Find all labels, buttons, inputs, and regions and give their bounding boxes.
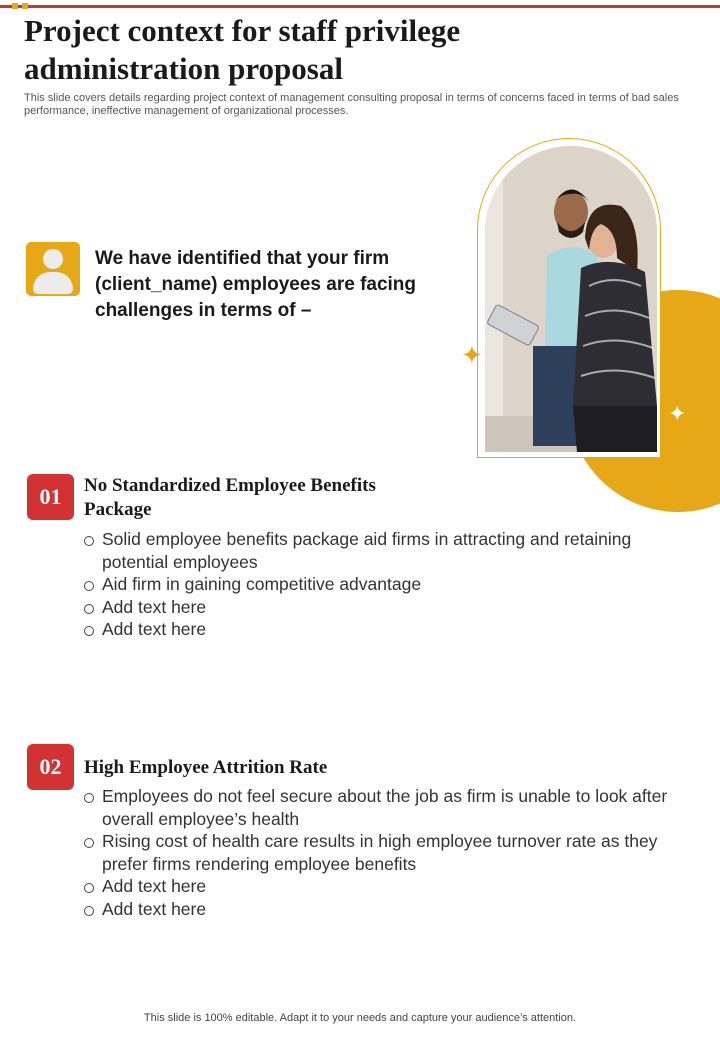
bullet-text: Employees do not feel secure about the job as firm is unable to look after overall employee’s health — [102, 786, 668, 829]
page-title: Project context for staff privilege administration proposal — [24, 13, 461, 86]
section-title: No Standardized Employee Benefits Package — [84, 475, 376, 520]
sparkle-icon: ✦ — [668, 401, 687, 426]
list-item — [84, 785, 684, 830]
bullet-text: Rising cost of health care results in high employee turnover rate as they prefer firms rendering employee benefits — [102, 831, 658, 874]
list-item — [84, 596, 684, 619]
circle-bullet-icon — [84, 626, 94, 636]
bullet-text: Add text here — [102, 596, 207, 617]
list-item — [84, 573, 684, 596]
footer-note: This slide is 100% editable. Adapt it to your needs and capture your audience’s attention. — [143, 1012, 577, 1024]
user-icon-head — [43, 249, 63, 269]
bullet-text: Add text here — [102, 619, 207, 639]
circle-bullet-icon — [84, 883, 94, 893]
circle-bullet-icon — [84, 581, 94, 591]
circle-bullet-icon — [84, 793, 94, 803]
people-photo — [485, 146, 657, 452]
list-item — [84, 830, 684, 875]
section-bullet-list — [84, 528, 684, 641]
section-number-badge: 01 — [27, 474, 74, 520]
list-item — [84, 875, 684, 898]
sparkle-icon: ✦ — [461, 340, 483, 370]
intro-statement: We have identified that your firm (client_name) employees are facing challenges in terms of – — [95, 248, 417, 321]
page-subtitle: This slide covers details regarding project context of management consulting proposal in terms of concerns faced in terms of bad sales performance, ineffective management of organizational processes. — [24, 92, 679, 117]
user-icon — [26, 242, 80, 296]
list-item — [84, 618, 684, 641]
top-accent-square — [12, 3, 18, 9]
list-item — [84, 528, 684, 573]
user-icon-body — [33, 272, 73, 294]
bullet-text: Solid employee benefits package aid firms in attracting and retaining potential employees — [102, 529, 632, 572]
people-photo-illustration — [485, 146, 657, 452]
bullet-text: Add text here — [102, 898, 207, 919]
circle-bullet-icon — [84, 604, 94, 614]
circle-bullet-icon — [84, 906, 94, 916]
section-title: High Employee Attrition Rate — [84, 757, 328, 778]
top-accent-bar — [0, 5, 720, 8]
bullet-text: Add text here — [102, 876, 207, 896]
top-accent-square — [22, 3, 28, 9]
section-bullet-list — [84, 785, 684, 920]
circle-bullet-icon — [84, 536, 94, 546]
bullet-text: Aid firm in gaining competitive advantage — [102, 574, 422, 594]
section-number-badge: 02 — [27, 744, 74, 790]
circle-bullet-icon — [84, 838, 94, 848]
list-item — [84, 898, 684, 921]
